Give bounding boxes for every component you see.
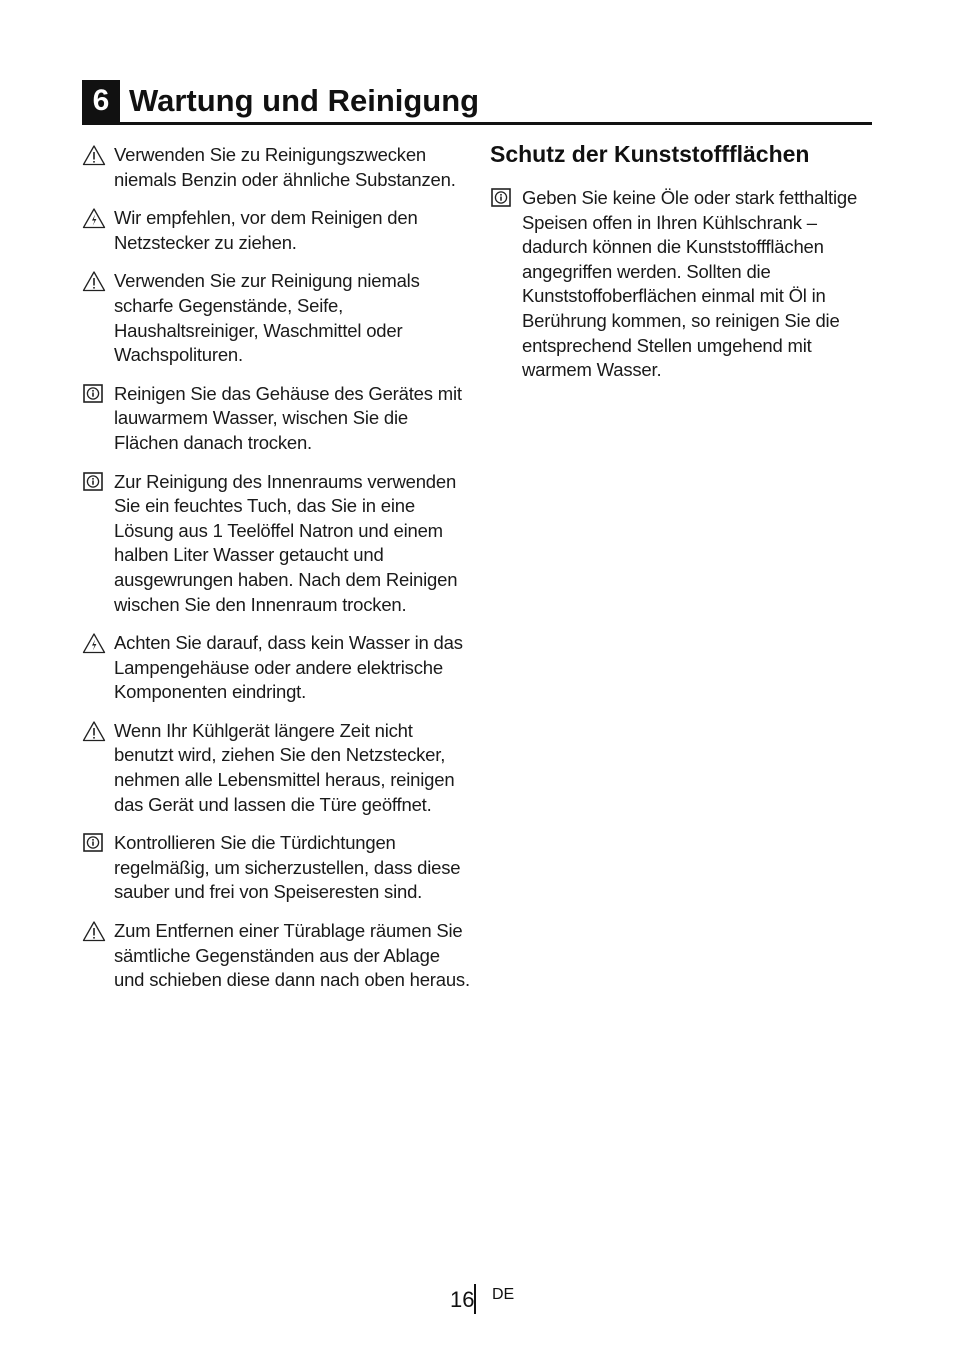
list-item: [82, 206, 472, 255]
warning-icon: [82, 720, 106, 742]
item-text: Achten Sie darauf, dass kein Wasser in das Lampengehäuse oder andere elektrische Komponenten eindringt.: [114, 632, 463, 703]
item-text: Verwenden Sie zu Reinigungszwecken niemals Benzin oder ähnliche Substanzen.: [114, 144, 456, 190]
item-text: Geben Sie keine Öle oder stark fetthaltige Speisen offen in Ihren Kühlschrank – dadurch können die Kunststoffflächen angegriffen werden. Sollten die Kunststoffoberflächen einmal mit Öl in Berührung kommen, so reinigen Sie die entsprechend Stellen umgehend mit warmem Wasser.: [522, 187, 858, 381]
warning-icon: [82, 270, 106, 292]
item-text: Reinigen Sie das Gehäuse des Gerätes mit lauwarmem Wasser, wischen Sie die Flächen danach trocken.: [114, 382, 462, 453]
list-item: [82, 631, 472, 705]
list-item: [82, 719, 472, 817]
item-text: Zum Entfernen einer Türablage räumen Sie sämtliche Gegenständen aus der Ablage und schieben diese dann nach oben heraus.: [114, 920, 470, 991]
right-column: [490, 139, 870, 397]
list-item: [82, 831, 472, 905]
page-number: 16: [450, 1287, 475, 1312]
list-item: [82, 919, 472, 993]
item-text: Verwenden Sie zur Reinigung niemals scharfe Gegenstände, Seife, Haushaltsreiniger, Waschmittel oder Wachspolituren.: [114, 270, 420, 366]
info-icon: [82, 471, 106, 493]
chapter-title: Wartung und Reinigung: [129, 83, 480, 118]
electric-warning-icon: [82, 632, 106, 654]
electric-warning-icon: [82, 207, 106, 229]
item-text: Kontrollieren Sie die Türdichtungen regelmäßig, um sicherzustellen, dass diese sauber und frei von Speiseresten sind.: [114, 832, 461, 903]
warning-icon: [82, 144, 106, 166]
info-icon: [82, 832, 106, 854]
list-item: [82, 269, 472, 367]
chapter-number: 6: [82, 80, 120, 122]
warning-icon: [82, 920, 106, 942]
item-text: Zur Reinigung des Innenraums verwenden Sie ein feuchtes Tuch, das Sie in eine Lösung aus 1 Teelöffel Natron und einem halben Liter Wasser getaucht und ausgewrungen haben. Nach dem Reinigen wischen Sie den Innenraum trocken.: [114, 470, 458, 615]
info-icon: [82, 383, 106, 405]
list-item: [490, 186, 870, 383]
list-item: [82, 382, 472, 456]
language-code: DE: [492, 1286, 515, 1303]
list-item: [82, 143, 472, 192]
left-column: [82, 143, 472, 1007]
info-icon: [490, 187, 514, 209]
item-text: Wenn Ihr Kühlgerät längere Zeit nicht benutzt wird, ziehen Sie den Netzstecker, nehmen alle Lebensmittel heraus, reinigen das Gerät und lassen die Türe geöffnet.: [114, 719, 455, 815]
item-text: Wir empfehlen, vor dem Reinigen den Netzstecker zu ziehen.: [114, 207, 418, 253]
list-item: [82, 470, 472, 618]
chapter-header: [82, 80, 872, 125]
section-heading: Schutz der Kunststoffflächen: [490, 141, 810, 167]
footer-divider: [474, 1284, 476, 1314]
